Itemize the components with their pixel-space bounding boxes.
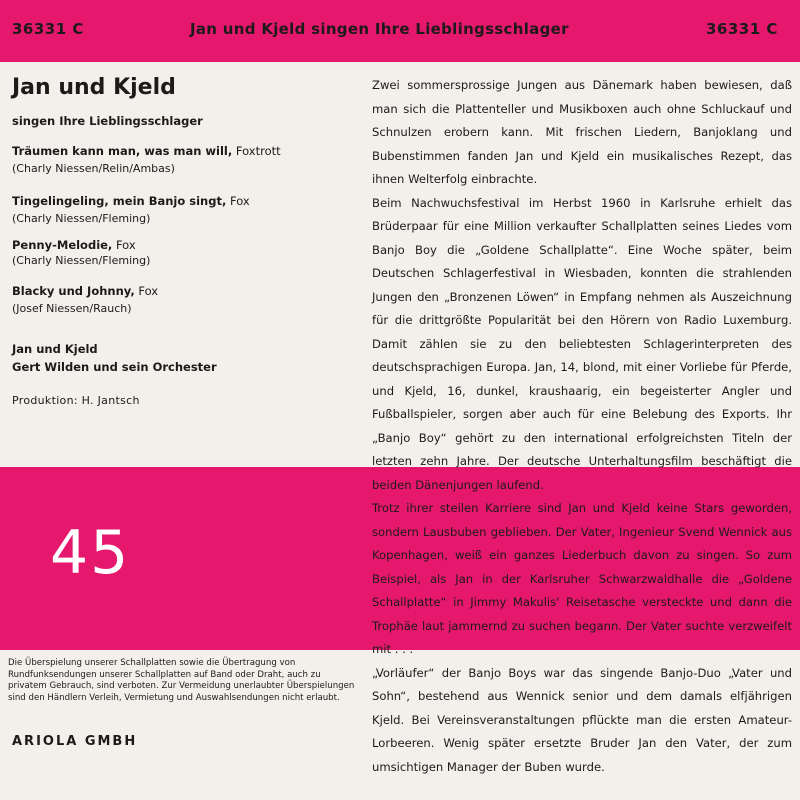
header-title: Jan und Kjeld singen Ihre Lieblingsschlager	[190, 20, 569, 38]
track-genre: Fox	[138, 284, 159, 298]
track-title: Tingelingeling, mein Banjo singt,	[12, 194, 227, 208]
track-credits: (Charly Niessen/Fleming)	[12, 212, 151, 225]
tracklist-column	[12, 74, 357, 407]
track-title: Blacky und Johnny,	[12, 284, 135, 298]
track-title: Penny-Melodie,	[12, 238, 113, 252]
catalog-number-right: 36331 C	[706, 20, 778, 38]
track-genre: Fox	[115, 238, 136, 252]
track-item	[12, 192, 357, 228]
liner-notes	[372, 74, 792, 779]
record-label: ARIOLA GMBH	[12, 734, 138, 749]
performer-name: Gert Wilden und sein Orchester	[12, 360, 217, 374]
performer-name: Jan und Kjeld	[12, 342, 98, 356]
catalog-number-left: 36331 C	[12, 20, 84, 38]
producer-credit: Produktion: H. Jantsch	[12, 394, 140, 407]
album-subtitle: singen Ihre Lieblingsschlager	[12, 114, 203, 128]
track-credits: (Charly Niessen/Fleming)	[12, 254, 151, 267]
track-item	[12, 282, 357, 318]
track-genre: Fox	[229, 194, 250, 208]
track-item	[12, 238, 357, 268]
legal-notice: Die Überspielung unserer Schallplatten sowie die Übertragung von Rundfunksendungen unserer Schallplatten auf Band oder Draht, auch zu privatem Gebrauch, sind verboten. Zur Vermeidung unerlaubter Überspielungen sind den Händlern Verleih, Vermietung und Auswahlsendungen nicht erlaubt.	[8, 658, 355, 703]
rpm-speed: 45	[50, 518, 131, 588]
liner-paragraph: „Vorläufer“ der Banjo Boys war das singende Banjo-Duo „Vater und Sohn“, bestehend aus Wennick senior und dem damals elfjährigen Kjeld. Bei Vereinsveranstaltungen pflückte man die ersten Amateur-Lorbeeren. Wenig später ersetzte Bruder Jan den Vater, der zum umsichtigen Manager der Buben wurde.	[372, 665, 792, 774]
track-genre: Foxtrott	[235, 144, 281, 158]
track-credits: (Josef Niessen/Rauch)	[12, 302, 132, 315]
track-credits: (Charly Niessen/Relin/Ambas)	[12, 162, 175, 175]
track-title: Träumen kann man, was man will,	[12, 144, 233, 158]
liner-paragraph: Trotz ihrer steilen Karriere sind Jan und Kjeld keine Stars geworden, sondern Lausbuben geblieben. Der Vater, Ingenieur Svend Wennick aus Kopenhagen, weiß ein ganzes Liederbuch davon zu singen. So zum Beispiel, als Jan in der Karlsruher Schwarzwaldhalle die „Goldene Schallplatte“ in Jimmy Makulis' Reisetasche versteckte und dann die Trophäe laut jammernd zu suchen begann. Der Vater suchte verzweifelt mit . . .	[372, 501, 792, 656]
album-title: Jan und Kjeld	[12, 75, 176, 100]
track-item	[12, 142, 357, 178]
liner-paragraph: Beim Nachwuchsfestival im Herbst 1960 in Karlsruhe erhielt das Brüderpaar für eine Million verkaufter Schallplatten seines Liedes vom Banjo Boy die „Goldene Schallplatte“. Eine Woche später, beim Deutschen Schlagerfestival in Wiesbaden, konnten die strahlenden Jungen den „Bronzenen Löwen“ in Empfang nehmen als Auszeichnung für die drittgrößte Popularität bei den Hörern von Radio Luxemburg. Damit zählen sie zu den beliebtesten Schlagerinterpreten des deutschsprachigen Europa. Jan, 14, blond, mit einer Vorliebe für Pferde, und Kjeld, 16, dunkel, kraushaarig, ein begeisterter Angler und Fußballspieler, sorgen aber auch für eine Belebung des Exports. Ihr „Banjo Boy“ gehört zu den international erfolgreichsten Titeln der letzten zehn Jahre. Der deutsche Unterhaltungsfilm beschäftigt die beiden Dänenjungen laufend.	[372, 195, 792, 492]
performers	[12, 340, 357, 376]
liner-paragraph: Zwei sommersprossige Jungen aus Dänemark haben bewiesen, daß man sich die Plattenteller und Musikboxen auch ohne Schluckauf und Schnulzen erobern kann. Mit frischen Liedern, Banjoklang und Bubenstimmen fanden Jan und Kjeld ein musikalisches Rezept, das ihnen Welterfolg einbrachte.	[372, 78, 792, 186]
